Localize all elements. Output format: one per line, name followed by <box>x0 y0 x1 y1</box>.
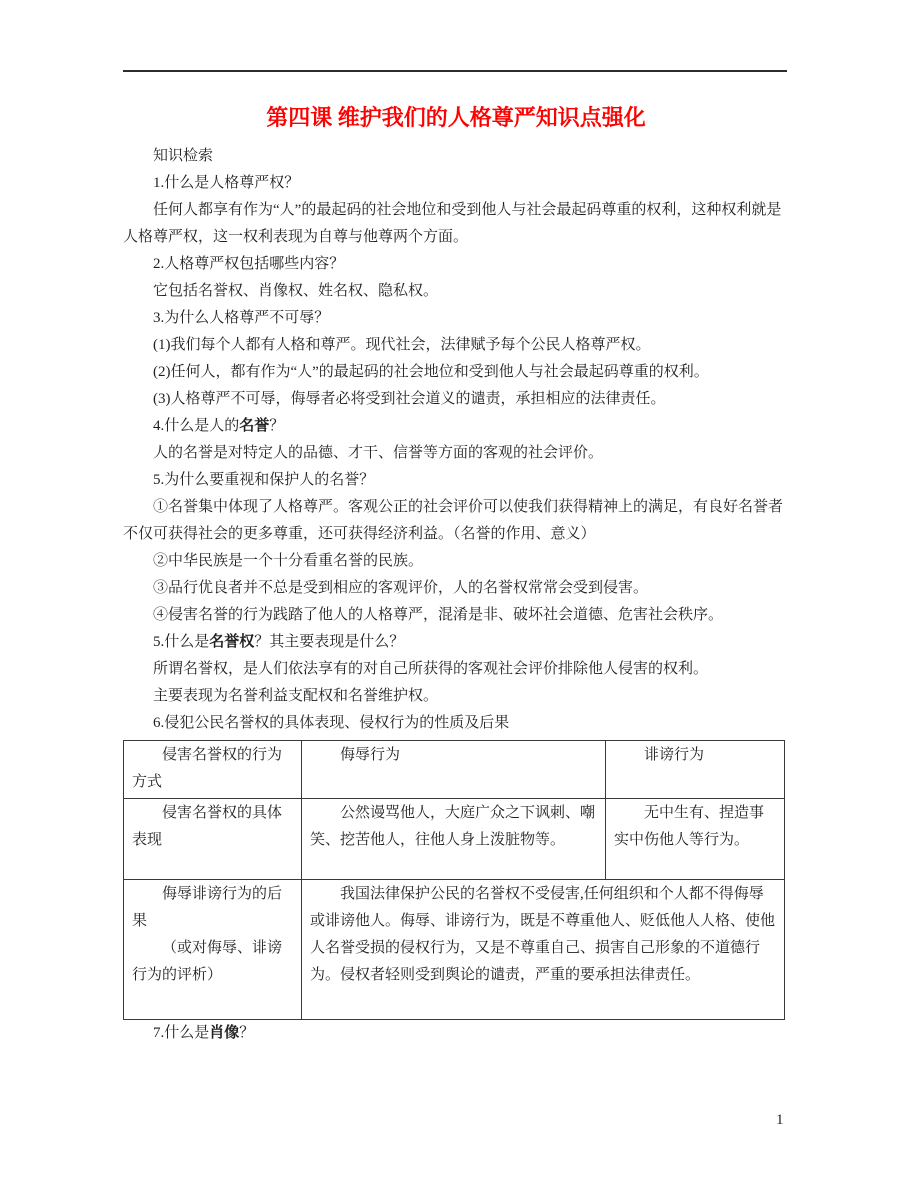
answer-4: 人的名誉是对特定人的品德、才干、信誉等方面的客观的社会评价。 <box>153 445 604 461</box>
document-content <box>123 102 789 1047</box>
table-cell-text: 诽谤行为 <box>644 747 705 763</box>
question-3: 3.为什么人格尊严不可辱？ <box>153 310 330 326</box>
answer-3-item-3: (3)人格尊严不可辱，侮辱者必将受到社会道义的谴责，承担相应的法律责任。 <box>153 391 666 407</box>
table-cell-text: 无中生有、捏造事实中伤他人等行为。 <box>614 805 765 848</box>
answer-5-item-4: ④侵害名誉的行为践踏了他人的人格尊严，混淆是非、破坏社会道德、危害社会秩序。 <box>153 607 724 623</box>
table-cell-text: 我国法律保护公民的名誉权不受侵害,任何组织和个人都不得侮辱或诽谤他人。侮辱、诽谤行为，既是不尊重他人、贬低他人人格、使他人名誉受损的侵权行为，又是不尊重自己、损害自己形象的不道德行为。侵权者轻则受到舆论的谴责，严重的要承担法律责任。 <box>310 886 776 983</box>
question-7-suffix: ？ <box>239 1025 255 1041</box>
question-4 <box>123 413 789 440</box>
answer-2: 它包括名誉权、肖像权、姓名权、隐私权。 <box>153 283 439 299</box>
table-header-row <box>124 741 785 799</box>
answer-5-item-2: ②中华民族是一个十分看重名誉的民族。 <box>153 553 424 569</box>
table-cell-insult <box>302 741 606 799</box>
answer-1: 任何人都享有作为“人”的最起码的社会地位和受到他人与社会最起码尊重的权利，这种权利就是人格尊严权，这一权利表现为自尊与他尊两个方面。 <box>123 202 782 245</box>
table-cell-text: （或对侮辱、诽谤行为的评析） <box>132 940 283 983</box>
question-7-prefix: 7.什么是 <box>153 1025 210 1041</box>
question-5b-suffix: ？其主要表现是什么？ <box>254 634 405 650</box>
question-5: 5.为什么要重视和保护人的名誉？ <box>153 472 375 488</box>
page-number: 1 <box>776 1112 784 1128</box>
question-7 <box>123 1020 789 1047</box>
question-4-prefix: 4.什么是人的 <box>153 418 240 434</box>
question-7-term: 肖像 <box>209 1025 240 1041</box>
table-cell-insult-examples <box>302 799 606 880</box>
section-label: 知识检索 <box>153 148 214 164</box>
question-1: 1.什么是人格尊严权？ <box>153 175 300 191</box>
table-cell-consequences-label <box>124 880 302 1020</box>
answer-5b-line-1: 所谓名誉权，是人们依法享有的对自己所获得的客观社会评价排除他人侵害的权利。 <box>153 661 709 677</box>
table-cell-text: 侮辱行为 <box>340 747 401 763</box>
table-cell-consequences-detail <box>302 880 785 1020</box>
answer-3-item-2: (2)任何人，都有作为“人”的最起码的社会地位和受到他人与社会最起码尊重的权利。 <box>153 364 709 380</box>
question-2: 2.人格尊严权包括哪些内容？ <box>153 256 345 272</box>
question-4-suffix: ？ <box>269 418 285 434</box>
table-cell-slander-examples <box>606 799 785 880</box>
table-row-manifestation <box>124 799 785 880</box>
question-6: 6.侵犯公民名誉权的具体表现、侵权行为的性质及后果 <box>153 715 510 731</box>
table-cell-text: 侵害名誉权的行为方式 <box>132 747 283 790</box>
answer-5b-line-2: 主要表现为名誉利益支配权和名誉维护权。 <box>153 688 439 704</box>
question-5b-prefix: 5.什么是 <box>153 634 210 650</box>
question-5b <box>123 629 789 656</box>
table-cell-text: 公然谩骂他人，大庭广众之下讽刺、嘲笑、挖苦他人，往他人身上泼脏物等。 <box>310 805 596 848</box>
table-cell-text: 侵害名誉权的具体表现 <box>132 805 283 848</box>
question-5b-term: 名誉权 <box>209 634 255 650</box>
question-4-term: 名誉 <box>239 418 270 434</box>
table-cell-behavior-type <box>124 741 302 799</box>
table-cell-text: 侮辱诽谤行为的后果 <box>132 886 283 929</box>
answer-3-item-1: (1)我们每个人都有人格和尊严。现代社会，法律赋予每个公民人格尊严权。 <box>153 337 651 353</box>
table-row-consequences <box>124 880 785 1020</box>
table-cell-slander <box>606 741 785 799</box>
header-separator-line <box>123 70 787 72</box>
defamation-table <box>123 740 785 1020</box>
table-cell-manifestation-label <box>124 799 302 880</box>
answer-5-item-3: ③品行优良者并不总是受到相应的客观评价，人的名誉权常常会受到侵害。 <box>153 580 649 596</box>
page-title: 第四课 维护我们的人格尊严知识点强化 <box>266 105 646 130</box>
answer-5-item-1: ①名誉集中体现了人格尊严。客观公正的社会评价可以使我们获得精神上的满足，有良好名誉者不仅可获得社会的更多尊重，还可获得经济利益。（名誉的作用、意义） <box>123 499 784 542</box>
